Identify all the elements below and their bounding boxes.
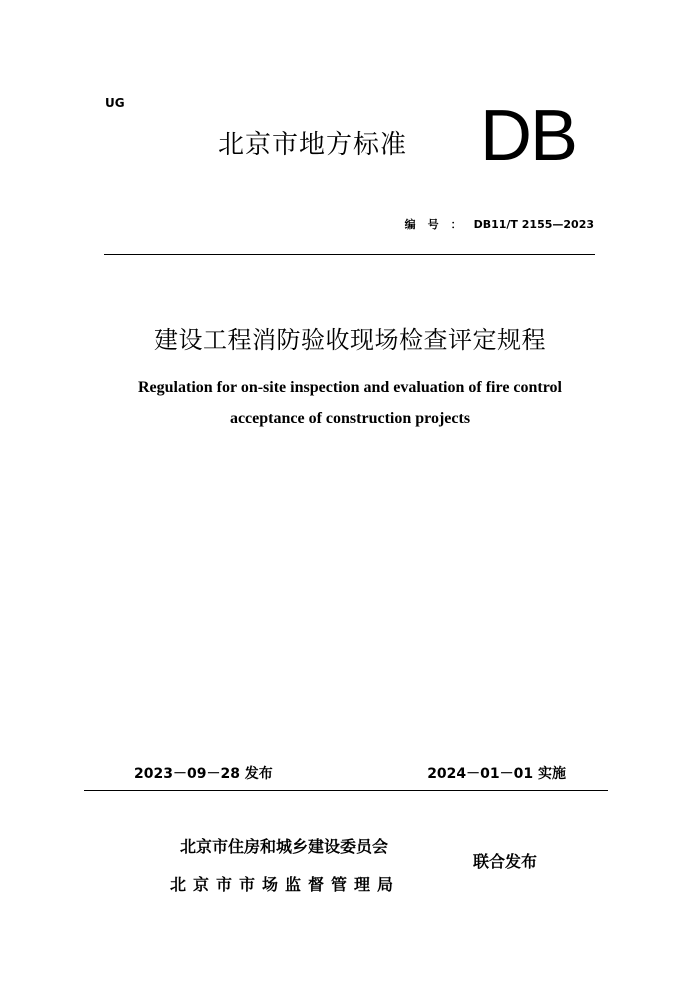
title-english-line2: acceptance of construction projects [229,410,471,427]
title-english-line1: Regulation for on-site inspection and evaluation of fire control [138,379,562,396]
effective-date: 2024－01－01 实施 [427,766,566,782]
bottom-divider [84,790,608,791]
release-date: 2023－09－28 发布 [134,766,273,782]
issuer-market-regulation: 北京市市场监督管理局 [170,875,401,894]
standard-code-value: DB11/T 2155—2023 [473,218,594,231]
title-chinese: 建设工程消防验收现场检查评定规程 [154,326,546,354]
standard-code-label: 编号： [404,218,474,231]
joint-release-label: 联合发布 [473,852,538,871]
standard-code [405,216,594,232]
standard-type: 北京市地方标准 [218,130,408,160]
db-mark: DB [480,96,577,176]
top-divider [104,254,595,255]
issuer-housing-commission: 北京市住房和城乡建设委员会 [180,837,389,856]
classification-code: UG [105,96,125,110]
